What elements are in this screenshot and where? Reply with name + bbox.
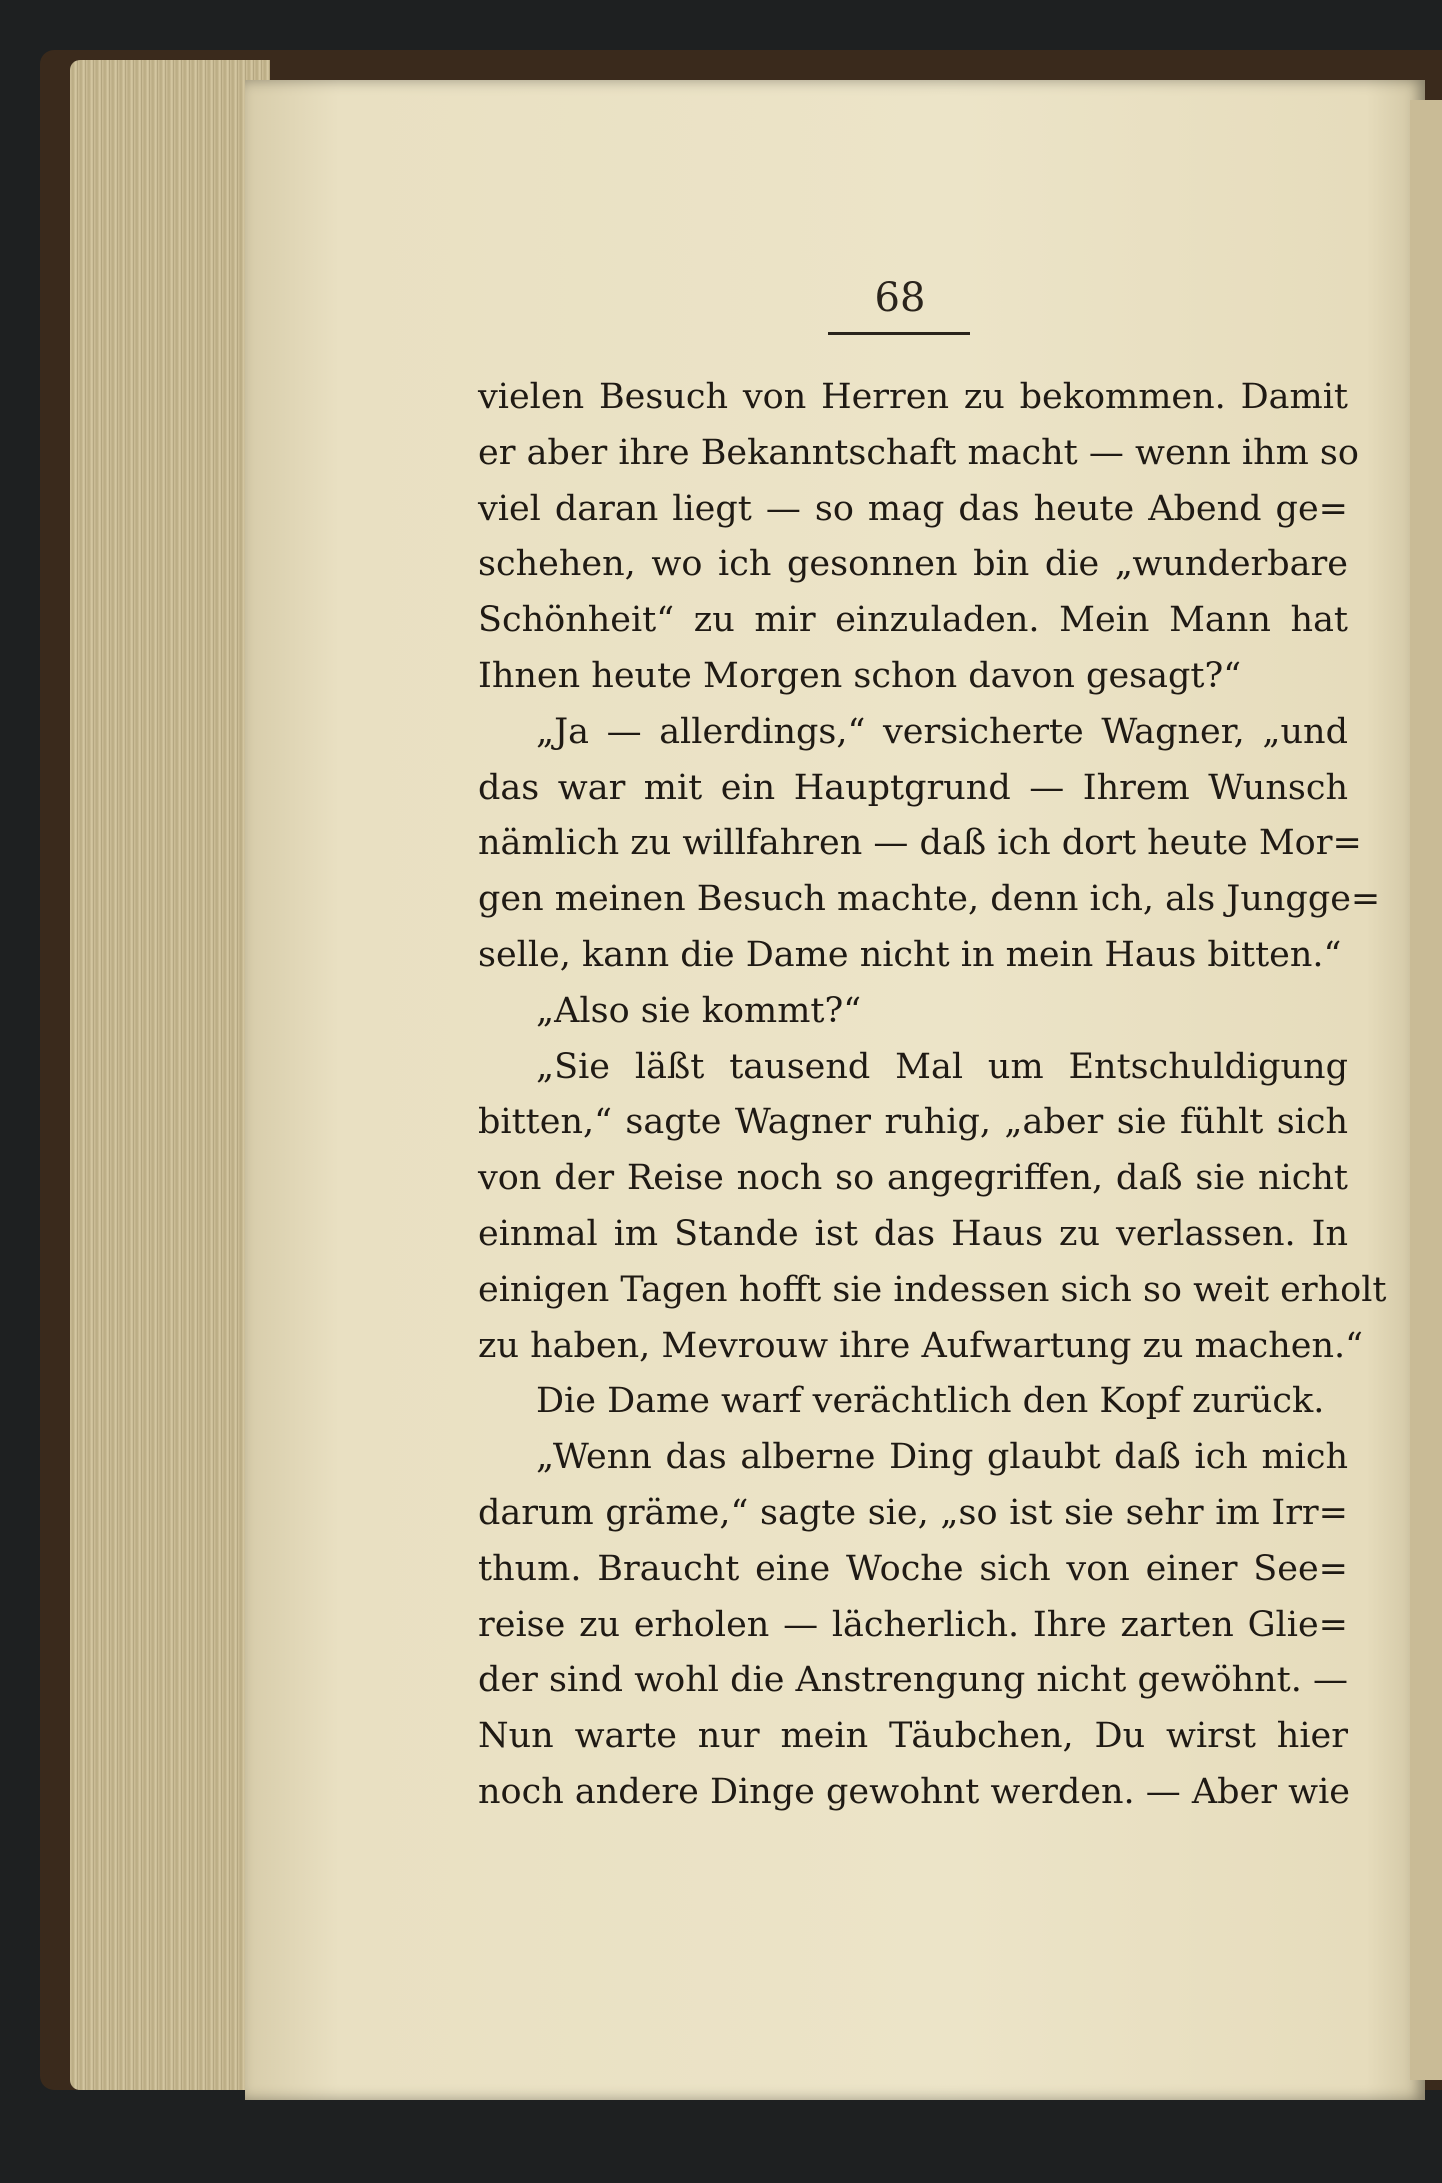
text-line: viel daran liegt — so mag das heute Abend ge= (478, 488, 1348, 529)
page-text (478, 370, 1387, 1821)
text-line: bitten,“ sagte Wagner ruhig, „aber sie fühlt sich (478, 1102, 1348, 1143)
text-line: reise zu erholen — lächerlich. Ihre zarten Glie= (478, 1604, 1348, 1645)
text-line: einigen Tagen hofft sie indessen sich so weit erholt (478, 1269, 1387, 1310)
text-line: Ihnen heute Morgen schon davon gesagt?“ (478, 655, 1242, 696)
text-line: schehen, wo ich gesonnen bin die „wunderbare (478, 544, 1348, 585)
text-line: einmal im Stande ist das Haus zu verlassen. In (478, 1213, 1348, 1254)
page-number-rule (828, 332, 970, 335)
text-line: thum. Braucht eine Woche sich von einer See= (478, 1548, 1348, 1589)
text-line: der sind wohl die Anstrengung nicht gewöhnt. — (478, 1660, 1348, 1701)
text-line: Nun warte nur mein Täubchen, Du wirst hier (478, 1716, 1348, 1757)
text-line: Schönheit“ zu mir einzuladen. Mein Mann hat (478, 600, 1348, 641)
text-line: er aber ihre Bekanntschaft macht — wenn ihm so (478, 432, 1359, 473)
text-line: vielen Besuch von Herren zu bekommen. Damit (478, 377, 1348, 417)
text-line: gen meinen Besuch machte, denn ich, als Jungge= (478, 879, 1381, 920)
text-line: noch andere Dinge gewohnt werden. — Aber wie (478, 1771, 1350, 1812)
text-line: von der Reise noch so angegriffen, daß sie nicht (478, 1158, 1348, 1199)
text-line: Die Dame warf verächtlich den Kopf zurück. (536, 1381, 1325, 1422)
page-number: 68 (874, 275, 926, 321)
text-line: darum gräme,“ sagte sie, „so ist sie sehr im Irr= (478, 1492, 1348, 1533)
page-edges (70, 60, 270, 2090)
text-line: „Wenn das alberne Ding glaubt daß ich mich (536, 1437, 1348, 1478)
text-line: „Also sie kommt?“ (536, 990, 862, 1031)
text-line: „Ja — allerdings,“ versicherte Wagner, „und (536, 711, 1348, 752)
text-line: „Sie läßt tausend Mal um Entschuldigung (536, 1046, 1348, 1087)
text-line: zu haben, Mevrouw ihre Aufwartung zu machen.“ (478, 1325, 1364, 1366)
text-line: nämlich zu willfahren — daß ich dort heute Mor= (478, 823, 1362, 864)
text-line: das war mit ein Hauptgrund — Ihrem Wunsch (478, 767, 1348, 808)
text-line: selle, kann die Dame nicht in mein Haus bitten.“ (478, 934, 1342, 975)
next-page-edge (1410, 100, 1442, 2080)
